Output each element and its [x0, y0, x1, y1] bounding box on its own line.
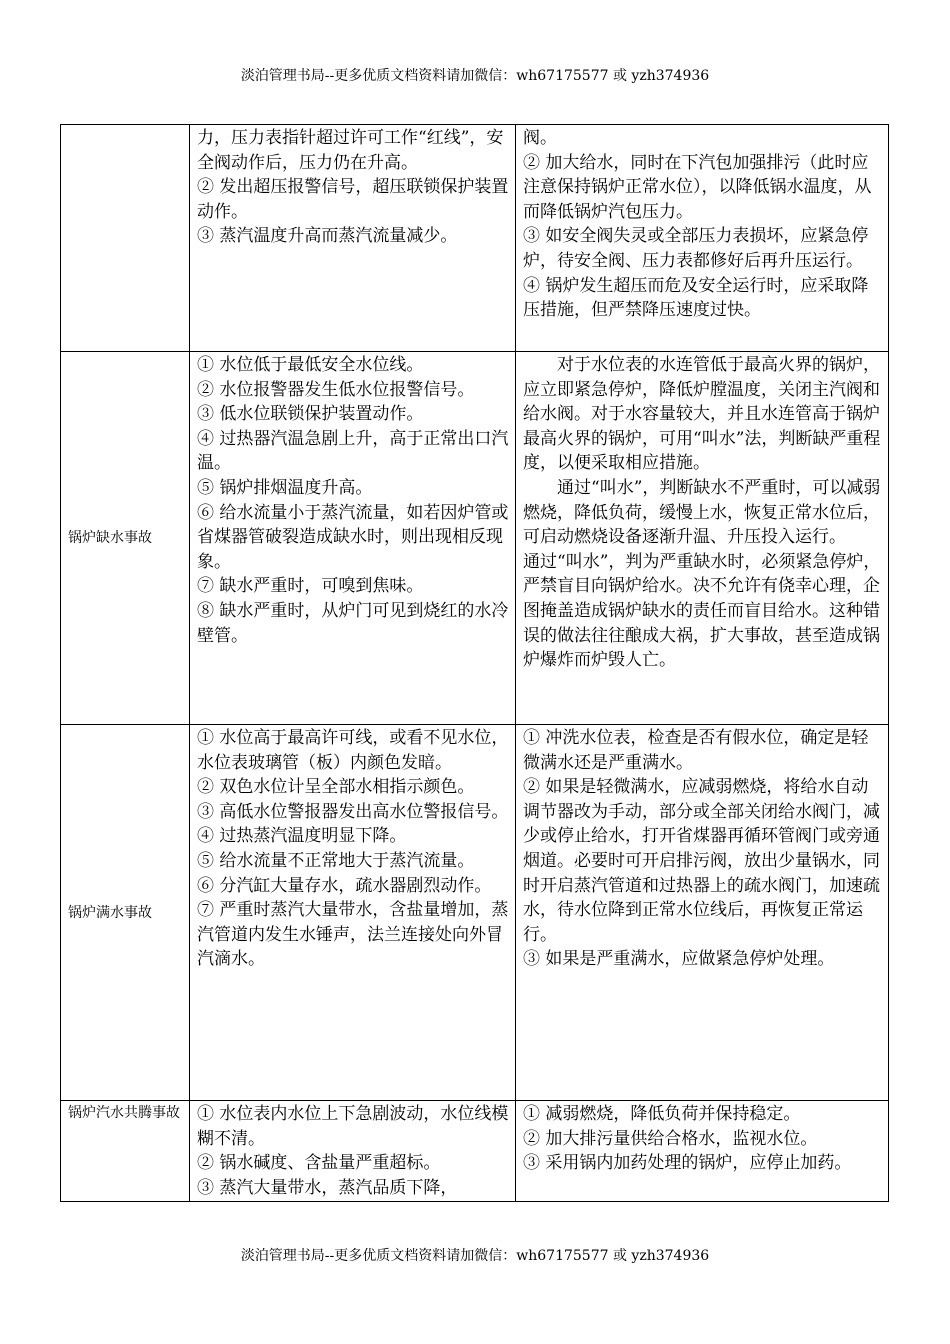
symptom-item: ① 水位低于最低安全水位线。 — [197, 355, 424, 375]
symptoms-cell — [190, 1101, 516, 1202]
measure-item: 通过“叫水”，判为严重缺水时，必须紧急停炉，严禁盲目向锅炉给水。决不允许有侥幸心理，企图掩盖造成锅炉缺水的责任而盲目给水。这种错误的做法往往酿成大祸，扩大事故，甚至造成锅炉爆炸而炉毁人亡。 — [523, 551, 881, 671]
symptom-item: ⑤ 给水流量不正常地大于蒸汽流量。 — [197, 850, 475, 871]
symptom-item: ② 水位报警器发生低水位报警信号。 — [197, 379, 475, 400]
symptom-item: ② 发出超压报警信号，超压联锁保护装置动作。 — [197, 177, 509, 222]
accident-name-cell: 锅炉满水事故 — [61, 725, 190, 1101]
measure-item: ① 减弱燃烧，降低负荷并保持稳定。 — [523, 1104, 801, 1124]
symptom-item: ③ 低水位联锁保护装置动作。 — [197, 404, 424, 425]
symptom-item: ③ 高低水位警报器发出高水位警报信号。 — [197, 801, 509, 822]
table-row — [61, 1101, 889, 1202]
measure-item: ② 如果是轻微满水，应减弱燃烧，将给水自动调节器改为手动，部分或全部关闭给水阀门，减少或停止给水，打开省煤器再循环管阀门或旁通烟道。必要时可开启排污阀，放出少量锅水，同时开启蒸汽管道和过热器上的疏水阀门，加速疏水，待水位降到正常水位线后，再恢复正常运行。 — [523, 777, 880, 945]
accident-name-cell: 锅炉缺水事故 — [61, 352, 190, 725]
symptom-item: ② 锅水碱度、含盐量严重超标。 — [197, 1153, 441, 1174]
accident-name-cell — [61, 125, 190, 352]
measure-item: ② 加大给水，同时在下汽包加强排污（此时应注意保持锅炉正常水位），以降低锅水温度，从而降低锅炉汽包压力。 — [523, 152, 872, 222]
symptom-item: ④ 过热蒸汽温度明显下降。 — [197, 826, 407, 847]
symptom-item: ② 双色水位计呈全部水相指示颜色。 — [197, 777, 475, 798]
symptom-item: ⑧ 缺水严重时，从炉门可见到烧红的水冷壁管。 — [197, 600, 509, 646]
symptom-item: ⑥ 给水流量小于蒸汽流量，如若因炉管或省煤器管破裂造成缺水时，则出现相反现象。 — [197, 502, 509, 572]
table-row — [61, 352, 889, 725]
measure-item: 通过“叫水”，判断缺水不严重时，可以减弱燃烧，降低负荷，缓慢上水，恢复正常水位后，可启动燃烧设备逐渐升温、升压投入运行。 — [523, 477, 881, 548]
measure-item: 对于水位表的水连管低于最高火界的锅炉，应立即紧急停炉，降低炉膛温度，关闭主汽阀和给水阀。对于水容量较大，并且水连管高于锅炉最高火界的锅炉，可用“叫水”法，判断缺严重程度，以便采取相应措施。 — [523, 355, 881, 474]
symptom-item: ⑤ 锅炉排烟温度升高。 — [197, 477, 373, 498]
measures-cell — [516, 725, 889, 1101]
measure-item: ④ 锅炉发生超压而危及安全运行时，应采取降压措施，但严禁降压速度过快。 — [523, 275, 869, 321]
measure-item: ③ 如果是严重满水，应做紧急停炉处理。 — [523, 949, 835, 970]
measure-item: 阀。 — [523, 128, 557, 148]
measure-item: ③ 采用锅内加药处理的锅炉，应停止加药。 — [523, 1153, 852, 1174]
accident-table — [60, 124, 889, 1202]
symptom-item: ① 水位高于最高许可线，或看不见水位，水位表玻璃管（板）内颜色发暗。 — [197, 728, 509, 773]
symptom-item: ⑦ 缺水严重时，可嗅到焦味。 — [197, 576, 424, 597]
symptom-item: ③ 蒸汽大量带水，蒸汽品质下降， — [197, 1177, 458, 1198]
page-header: 淡泊管理书局--更多优质文档资料请加微信：wh67175577 或 yzh374936 — [240, 68, 710, 84]
page-footer: 淡泊管理书局--更多优质文档资料请加微信：wh67175577 或 yzh374936 — [240, 1248, 710, 1264]
symptoms-cell — [190, 725, 516, 1101]
symptoms-cell — [190, 125, 516, 352]
measure-item: ② 加大排污量供给合格水，监视水位。 — [523, 1128, 818, 1149]
symptom-item: ⑦ 严重时蒸汽大量带水，含盐量增加，蒸汽管道内发生水锤声，法兰连接处向外冒汽滴水。 — [197, 900, 509, 970]
measures-cell — [516, 1101, 889, 1202]
symptom-item: ① 水位表内水位上下急剧波动，水位线模糊不清。 — [197, 1104, 509, 1149]
table-row — [61, 725, 889, 1101]
symptoms-cell — [190, 352, 516, 725]
measures-cell — [516, 352, 889, 725]
measure-item: ① 冲洗水位表，检查是否有假水位，确定是轻微满水还是严重满水。 — [523, 728, 869, 773]
accident-name-cell: 锅炉汽水共腾事故 — [61, 1101, 190, 1202]
table-row — [61, 125, 889, 352]
symptom-item: ④ 过热器汽温急剧上升，高于正常出口汽温。 — [197, 428, 509, 474]
symptom-item: 力，压力表指针超过许可工作“红线”，安全阀动作后，压力仍在升高。 — [197, 128, 504, 173]
symptom-item: ⑥ 分汽缸大量存水，疏水器剧烈动作。 — [197, 875, 492, 896]
symptom-item: ③ 蒸汽温度升高而蒸汽流量减少。 — [197, 226, 458, 247]
measures-cell — [516, 125, 889, 352]
measure-item: ③ 如安全阀失灵或全部压力表损坏，应紧急停炉，待安全阀、压力表都修好后再升压运行。 — [523, 226, 869, 271]
